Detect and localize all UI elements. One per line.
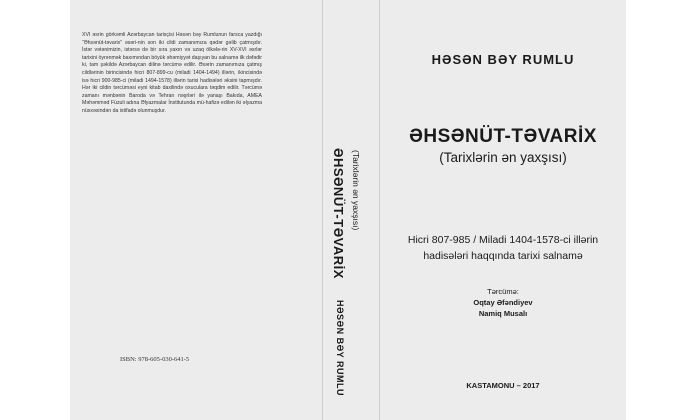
- front-title: ƏHSƏNÜT-TƏVARİX: [409, 126, 597, 147]
- translator-name: Namiq Musalı: [478, 309, 528, 318]
- translator-name: Oqtay Əfəndiyev: [473, 298, 533, 307]
- translators-label: Tərcümə:: [487, 287, 519, 296]
- description-line: Hicri 807-985 / Miladi 1404-1578-ci illərin: [407, 234, 599, 246]
- spine-subtitle: (Tarixlərin ən yaxşısı): [351, 150, 361, 231]
- front-cover: [380, 0, 626, 420]
- isbn: ISBN: 978-605-030-641-5: [120, 356, 190, 363]
- spine-title: ƏHSƏNÜT-TƏVARİX: [331, 148, 346, 279]
- spine: [322, 0, 380, 420]
- back-cover-blurb: XVI əsrin görkəmli Azərbaycan tarixçisi Həsən bəy Rumlunun farsca yazdığı “Əhsənüt-təvarix” əsəri-nin son iki cildi zamanımıza qədər gəlib çatmışdır. İstər vətənimizin, istərsə də bir sıra yaxın və uzaq ölkələ-rin XV-XVI əsrlər tarixini öyrənmək baxımından böyük əhəmiyyət daşıyan bu salnamə ilk dəfədir ki, tam şəkildə Azərbaycan dilinə tərcümə edilir. Əsərin zamanımıza çatmış cildlərinin birincisində hicri 807-899-cu (miladi 1404-1494) illərin, ikincisində isə hicri 900-985-ci (miladi 1494-1578) illərin tarixi hadisələri əksini tapmışdır. Hər iki cildin tərcüməsi eyni kitab daxilində oxuculara təqdim edilir. Tərcümə zamanı mənbənin Baroda və Tehran nəşrləri ilə yanaşı Bakıda, AMEA Məhəmməd Füzuli adına Əlyazmalar İnstitutunda mü-hafizə edilən iki əlyazma nüsxəsindən da istifadə olunmuşdur.: [82, 32, 262, 114]
- publisher-line: KASTAMONU – 2017: [466, 381, 540, 390]
- description-line: hadisələri haqqında tarixi salnamə: [423, 250, 583, 262]
- front-description: [380, 232, 626, 264]
- spine-author: HƏSƏN BƏY RUMLU: [335, 300, 345, 396]
- back-cover: [70, 0, 322, 420]
- front-author: HƏSƏN BƏY RUMLU: [431, 52, 575, 67]
- front-subtitle: (Tarixlərin ən yaxşısı): [439, 150, 567, 165]
